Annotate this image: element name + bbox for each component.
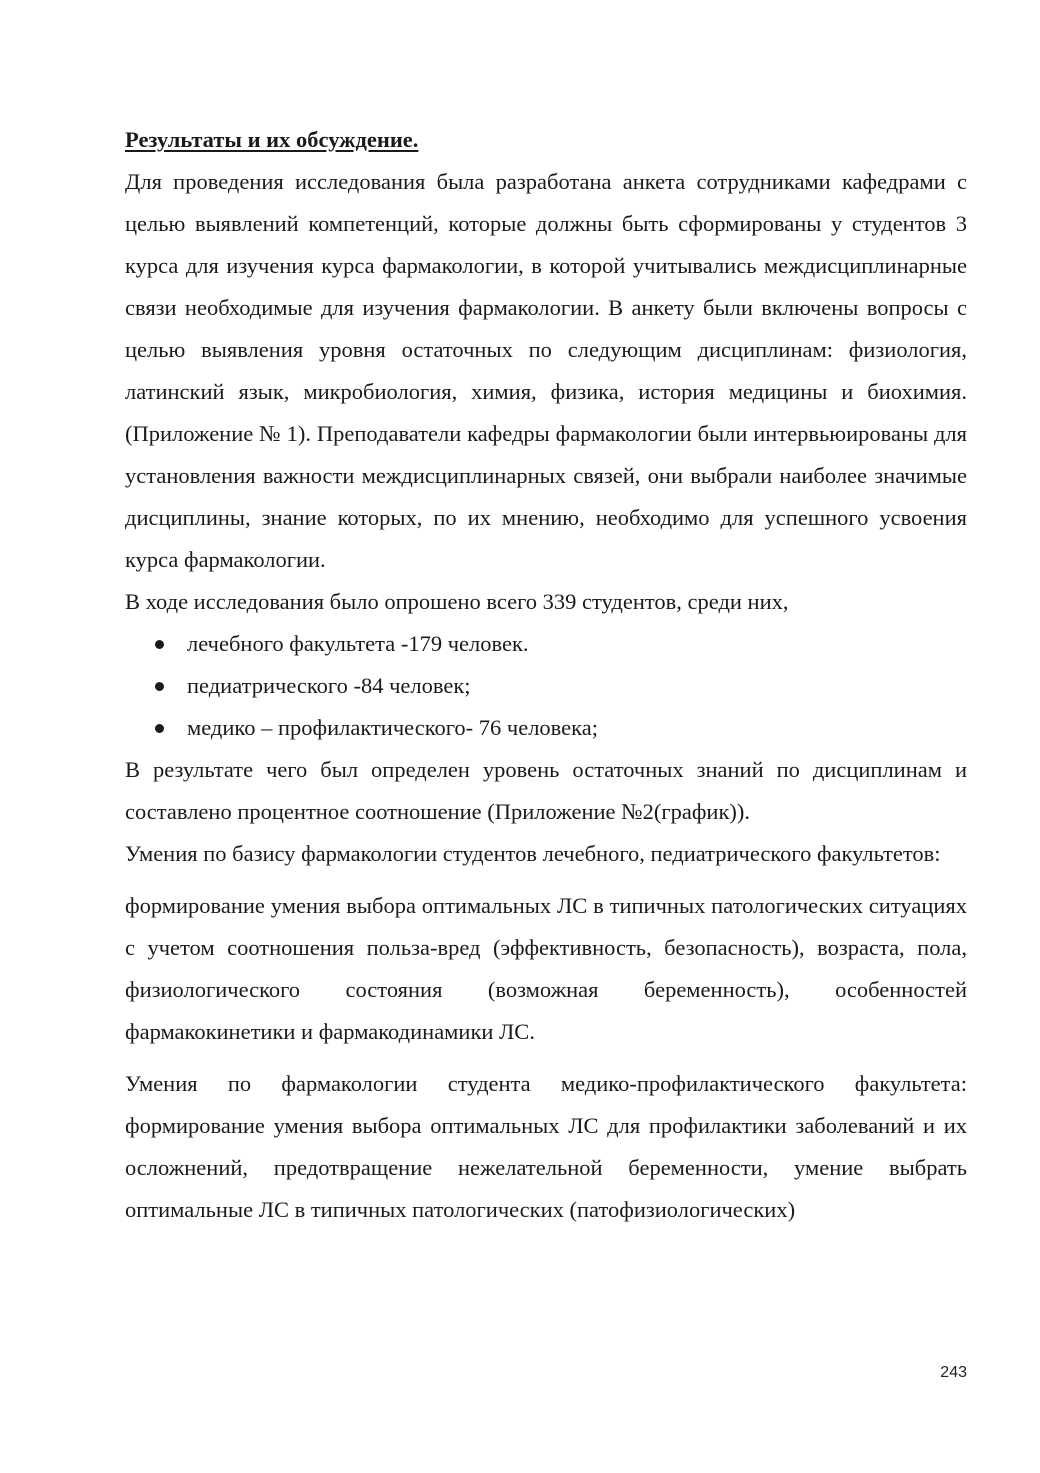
paragraph-skills-general: формирование умения выбора оптимальных ЛС в типичных патологических ситуациях с учетом соотношения польза-вред (эффективность, безопасность), возраста, пола, физиологического состояния (возможная беременность), особенностей фармакокинетики и фармакодинамики ЛС. [125, 893, 967, 1044]
paragraph-skills-heading: Умения по базису фармакологии студентов лечебного, педиатрического факультетов: [125, 841, 941, 866]
faculty-list [125, 623, 967, 749]
bullet-icon [155, 682, 164, 691]
list-item-text: педиатрического -84 человек; [187, 673, 471, 698]
bullet-icon [155, 640, 164, 649]
paragraph-results: В результате чего был определен уровень остаточных знаний по дисциплинам и составлено процентное соотношение (Приложение №2(график)). [125, 757, 967, 824]
paragraph-study-method: Для проведения исследования была разработана анкета сотрудниками кафедрами с целью выявлений компетенций, которые должны быть сформированы у студентов 3 курса для изучения курса фармакологии, в которой учитывались междисциплинарные связи необходимые для изучения фармакологии. В анкету были включены вопросы с целью выявления уровня остаточных по следующим дисциплинам: физиология, латинский язык, микробиология, химия, физика, история медицины и биохимия. (Приложение № 1). Преподаватели кафедры фармакологии были интервьюированы для установления важности междисциплинарных связей, они выбрали наиболее значимые дисциплины, знание которых, по их мнению, необходимо для успешного усвоения курса фармакологии. [125, 169, 967, 572]
paragraph-skills-preventive: Умения по фармакологии студента медико-профилактического факультета: формирование умения выбора оптимальных ЛС для профилактики заболеваний и их осложнений, предотвращение нежелательной беременности, умение выбрать оптимальные ЛС в типичных патологических (патофизиологических) [125, 1071, 967, 1222]
list-item-text: медико – профилактического- 76 человека; [187, 715, 598, 740]
list-item [125, 707, 967, 749]
list-item [125, 623, 967, 665]
list-item-text: лечебного факультета -179 человек. [187, 631, 529, 656]
paragraph-survey-count: В ходе исследования было опрошено всего 339 студентов, среди них, [125, 589, 789, 614]
bullet-icon [155, 724, 164, 733]
section-heading: Результаты и их обсуждение. [125, 127, 419, 152]
document-page [125, 119, 967, 1231]
page-number: 243 [940, 1364, 967, 1381]
list-item [125, 665, 967, 707]
